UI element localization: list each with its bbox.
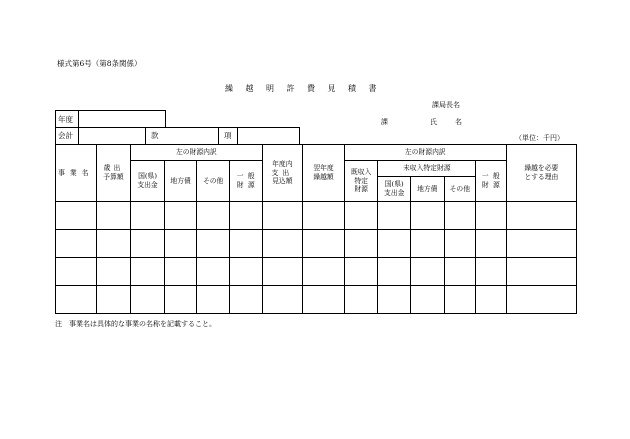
form-number-label: 様式第6号（第8条関係） xyxy=(57,59,142,68)
account-label: 会計 xyxy=(58,131,73,140)
document-title: 繰越明許費見積書 xyxy=(225,84,389,93)
table-row xyxy=(56,230,577,258)
unit-label: （単位：千円） xyxy=(515,134,564,142)
header-gov-expenditure-2: 国(県) 支出金 xyxy=(378,177,411,202)
header-breakdown-left: 左の財源内訳 xyxy=(131,145,262,161)
account-input[interactable] xyxy=(80,127,144,144)
section-label: 課 xyxy=(381,118,388,126)
name-label: 氏名 xyxy=(430,118,480,126)
header-unreceived-specific: 未収入特定財源 xyxy=(378,161,476,177)
header-other-2: その他 xyxy=(444,177,476,202)
table-row xyxy=(56,202,577,230)
kan-label: 款 xyxy=(151,131,159,140)
table-row xyxy=(56,286,577,314)
dept-head-label: 課局長名 xyxy=(432,101,460,109)
kou-input[interactable] xyxy=(240,127,298,144)
header-general-fund: 一 般 財 源 xyxy=(229,161,262,202)
header-budget: 歳出 予算額 xyxy=(96,145,131,202)
year-input[interactable] xyxy=(80,110,164,128)
header-reason: 繰越を必要 とする理由 xyxy=(506,145,576,202)
header-general-fund-2: 一 般 財 源 xyxy=(476,161,507,202)
header-other: その他 xyxy=(197,161,230,202)
header-local-bond: 地方債 xyxy=(164,161,197,202)
estimate-table xyxy=(55,144,577,314)
header-project-name: 事業名 xyxy=(56,145,97,202)
header-gov-expenditure: 国(県) 支出金 xyxy=(131,161,165,202)
kan-input[interactable] xyxy=(162,127,217,144)
header-expected-expenditure: 年度内 支出 見込額 xyxy=(262,145,303,202)
header-breakdown-right: 左の財源内訳 xyxy=(344,145,506,161)
header-received-specific: 既収入 特定 財源 xyxy=(344,161,378,202)
kou-label: 項 xyxy=(224,131,232,140)
table-row xyxy=(56,258,577,286)
footnote: 注 事業名は具体的な事業の名称を記載すること。 xyxy=(55,320,216,328)
header-carryover: 翌年度 繰越額 xyxy=(303,145,345,202)
header-local-bond-2: 地方債 xyxy=(411,177,445,202)
year-label: 年度 xyxy=(58,114,73,124)
